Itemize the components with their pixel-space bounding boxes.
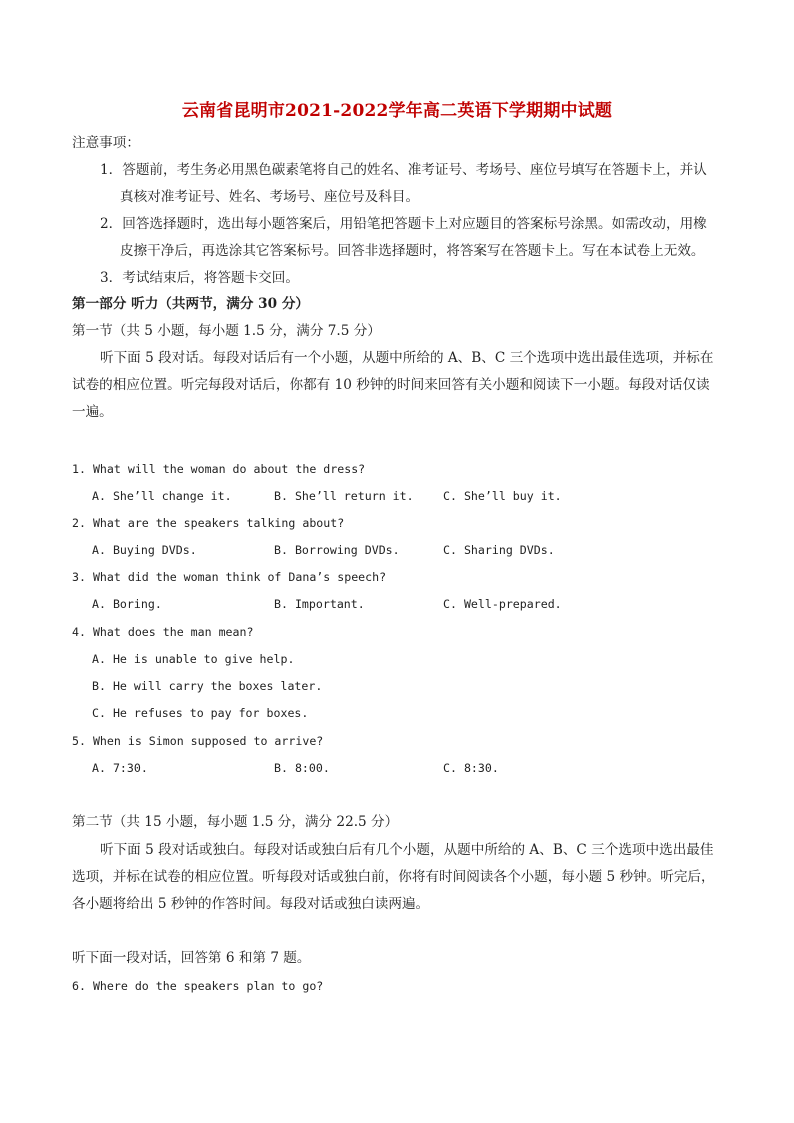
section1-heading: 第一节（共 5 小题，每小题 1.5 分，满分 7.5 分） — [72, 323, 381, 339]
question-2: 2. What are the speakers talking about? — [72, 516, 345, 530]
question-5-option-a: A. 7:30. — [92, 761, 148, 775]
question-5: 5. When is Simon supposed to arrive? — [72, 734, 324, 748]
section1-instruction-line-3: 一遍。 — [72, 404, 113, 420]
question-2-option-c: C. Sharing DVDs. — [443, 543, 555, 557]
section2-heading: 第二节（共 15 小题，每小题 1.5 分，满分 22.5 分） — [72, 814, 399, 830]
question-1-option-a: A. She’ll change it. — [92, 489, 232, 503]
notice-item-1-line-1: 1．答题前，考生务必用黑色碳素笔将自己的姓名、准考证号、考场号、座位号填写在答题卡上，并认 — [100, 162, 707, 178]
page-title: 云南省昆明市2021-2022学年高二英语下学期期中试题 — [181, 101, 613, 121]
question-5-option-c: C. 8:30. — [443, 761, 499, 775]
question-4-option-a: A. He is unable to give help. — [92, 652, 295, 666]
question-3-option-c: C. Well-prepared. — [443, 597, 562, 611]
question-4: 4. What does the man mean? — [72, 625, 254, 639]
question-4-option-c: C. He refuses to pay for boxes. — [92, 706, 309, 720]
section2-instruction-line-1: 听下面 5 段对话或独白。每段对话或独白后有几个小题，从题中所给的 A、B、C 三个选项中选出最佳 — [100, 842, 714, 858]
notice-item-2-line-1: 2．回答选择题时，选出每小题答案后，用铅笔把答题卡上对应题目的答案标号涂黑。如需改动，用橡 — [100, 216, 707, 232]
section2-instruction-line-2: 选项，并标在试卷的相应位置。听每段对话或独白前，你将有时间阅读各个小题，每小题 5 秒钟。听完后， — [72, 869, 715, 885]
notice-heading: 注意事项： — [72, 135, 140, 151]
question-2-option-a: A. Buying DVDs. — [92, 543, 197, 557]
section1-instruction-line-2: 试卷的相应位置。听完每段对话后，你都有 10 秒钟的时间来回答有关小题和阅读下一小题。每段对话仅读 — [72, 377, 710, 393]
question-2-option-b: B. Borrowing DVDs. — [274, 543, 400, 557]
question-1-option-c: C. She’ll buy it. — [443, 489, 562, 503]
question-1: 1. What will the woman do about the dress? — [72, 462, 366, 476]
question-4-option-b: B. He will carry the boxes later. — [92, 679, 323, 693]
section2-instruction-line-3: 各小题将给出 5 秒钟的作答时间。每段对话或独白读两遍。 — [72, 896, 430, 912]
question-6: 6. Where do the speakers plan to go? — [72, 979, 324, 993]
notice-item-2-line-2: 皮擦干净后，再选涂其它答案标号。回答非选择题时，将答案写在答题卡上。写在本试卷上无效。 — [120, 243, 705, 259]
question-1-option-b: B. She’ll return it. — [274, 489, 414, 503]
part1-heading: 第一部分 听力（共两节，满分 30 分） — [72, 296, 310, 312]
question-5-option-b: B. 8:00. — [274, 761, 330, 775]
dialog-6-intro: 听下面一段对话，回答第 6 和第 7 题。 — [72, 950, 311, 966]
question-3: 3. What did the woman think of Dana’s speech? — [72, 570, 387, 584]
notice-item-1-line-2: 真核对准考证号、姓名、考场号、座位号及科目。 — [120, 189, 420, 205]
section1-instruction-line-1: 听下面 5 段对话。每段对话后有一个小题，从题中所给的 A、B、C 三个选项中选出最佳选项，并标在 — [100, 350, 714, 366]
question-3-option-a: A. Boring. — [92, 597, 162, 611]
notice-item-3: 3．考试结束后，将答题卡交回。 — [100, 270, 299, 286]
question-3-option-b: B. Important. — [274, 597, 365, 611]
